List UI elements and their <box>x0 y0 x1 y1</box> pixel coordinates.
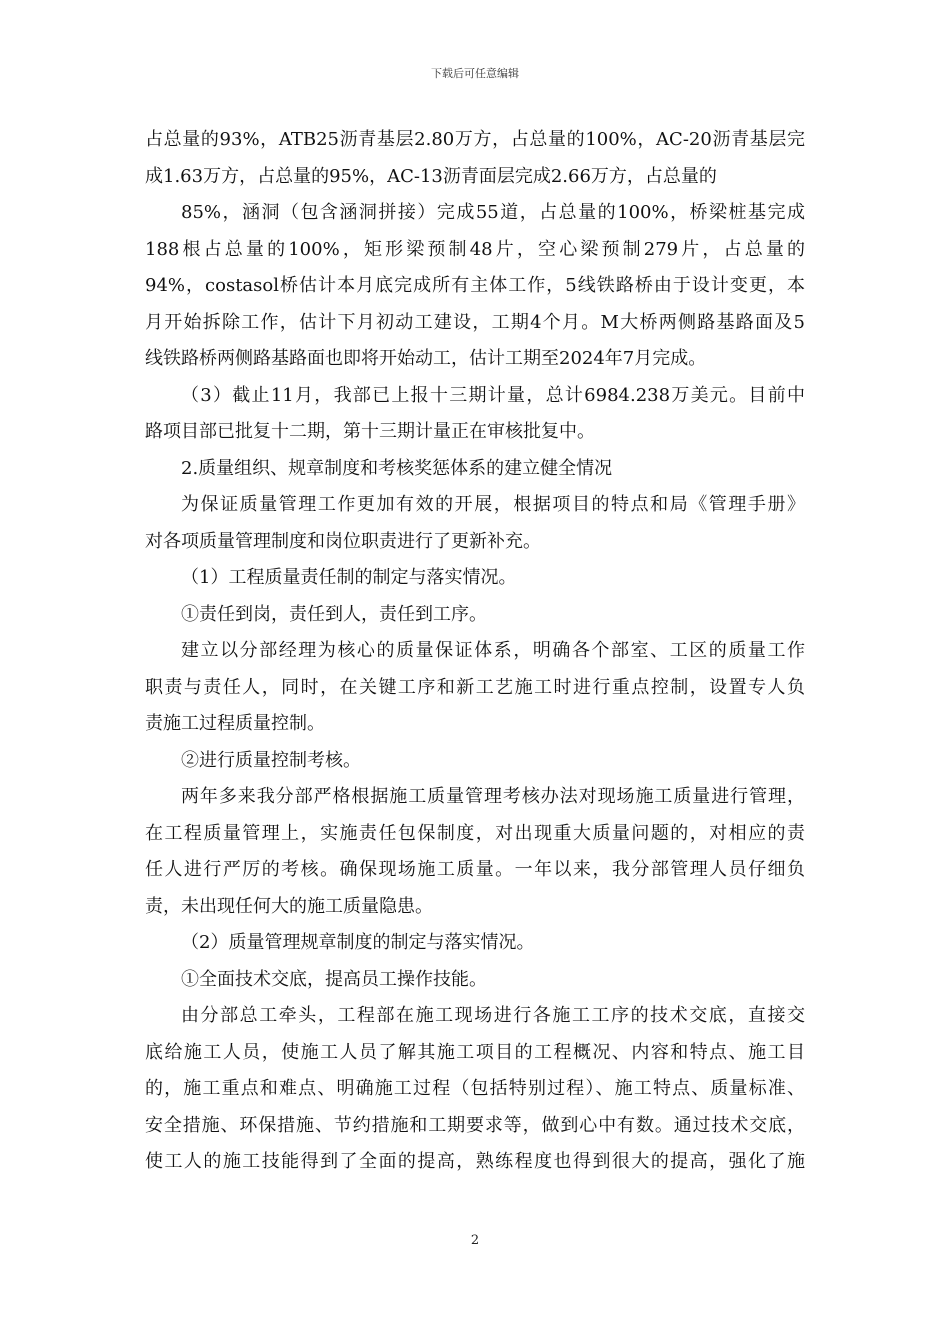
text-line: 底给施工人员，使施工人员了解其施工项目的工程概况、内容和特点、施工目 <box>145 1041 805 1063</box>
text-line: 任人进行严厉的考核。确保现场施工质量。一年以来，我分部管理人员仔细负 <box>145 859 805 880</box>
text-line: 使工人的施工技能得到了全面的提高，熟练程度也得到很大的提高，强化了施 <box>145 1151 805 1172</box>
text-line: 对各项质量管理制度和岗位职责进行了更新补充。 <box>145 530 541 552</box>
text-line: 责施工过程质量控制。 <box>145 713 325 734</box>
list-item: ②进行质量控制考核。 <box>181 749 361 771</box>
text-line: 两年多来我分部严格根据施工质量管理考核办法对现场施工质量进行管理， <box>181 786 805 807</box>
text-line: 线铁路桥两侧路基路面也即将开始动工，估计工期至2024年7月完成。 <box>145 348 707 369</box>
page-header: 下载后可任意编辑 <box>431 67 519 80</box>
text-line: 职责与责任人，同时，在关键工序和新工艺施工时进行重点控制，设置专人负 <box>145 676 805 698</box>
page-number: 2 <box>470 1233 480 1248</box>
text-line: 路项目部已批复十二期，第十三期计量正在审核批复中。 <box>145 421 595 442</box>
text-line: 94%，costasol桥估计本月底完成所有主体工作，5线铁路桥由于设计变更，本 <box>145 275 805 296</box>
text-line: 责，未出现任何大的施工质量隐患。 <box>145 895 433 917</box>
text-line: 建立以分部经理为核心的质量保证体系，明确各个部室、工区的质量工作 <box>181 640 805 661</box>
text-line: 188根占总量的100%，矩形梁预制48片，空心梁预制279片，占总量的 <box>145 238 805 260</box>
list-item: ①责任到岗，责任到人，责任到工序。 <box>181 603 487 625</box>
text-line: 安全措施、环保措施、节约措施和工期要求等，做到心中有数。通过技术交底， <box>145 1114 805 1136</box>
text-line: 85%，涵洞（包含涵洞拼接）完成55道，占总量的100%，桥梁桩基完成 <box>181 202 805 223</box>
text-line: 由分部总工牵头，工程部在施工现场进行各施工工序的技术交底，直接交 <box>181 1005 805 1026</box>
document-body <box>145 122 805 1181</box>
text-line: 在工程质量管理上，实施责任包保制度，对出现重大质量问题的，对相应的责 <box>145 822 805 844</box>
text-line: 占总量的93%，ATB25沥青基层2.80万方，占总量的100%，AC-20沥青基层完 <box>145 129 805 150</box>
section-heading: 2.质量组织、规章制度和考核奖惩体系的建立健全情况 <box>181 457 613 479</box>
text-line: 月开始拆除工作，估计下月初动工建设，工期4个月。M大桥两侧路基路面及5 <box>145 311 805 333</box>
text-line: 的，施工重点和难点、明确施工过程（包括特别过程）、施工特点、质量标准、 <box>145 1078 805 1099</box>
text-line: （3）截止11月，我部已上报十三期计量，总计6984.238万美元。目前中 <box>181 384 805 406</box>
subsection-heading: （1）工程质量责任制的制定与落实情况。 <box>181 567 517 588</box>
text-line: 为保证质量管理工作更加有效的开展，根据项目的特点和局《管理手册》 <box>181 494 805 515</box>
subsection-heading: （2）质量管理规章制度的制定与落实情况。 <box>181 932 535 953</box>
text-line: 成1.63万方，占总量的95%，AC-13沥青面层完成2.66万方，占总量的 <box>145 165 717 187</box>
list-item: ①全面技术交底，提高员工操作技能。 <box>181 968 487 990</box>
